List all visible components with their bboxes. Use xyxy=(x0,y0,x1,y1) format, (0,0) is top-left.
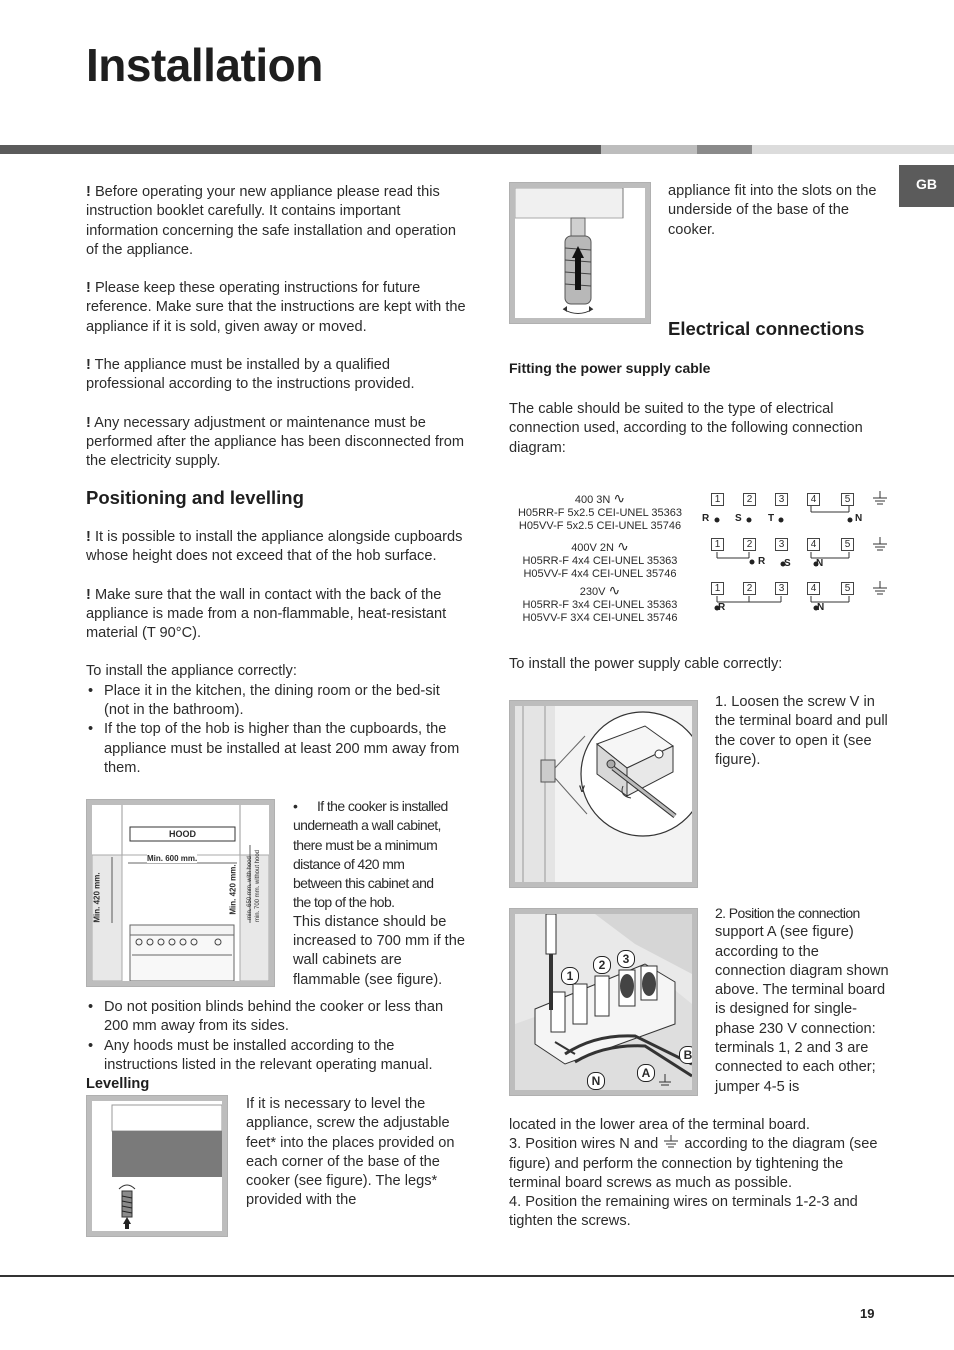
page-number: 19 xyxy=(860,1306,875,1321)
row2-terminal-2: 2 xyxy=(743,538,756,551)
row3-cable-2: H05VV-F 3X4 CEI-UNEL 35746 xyxy=(522,612,678,624)
cable-install-intro: To install the power supply cable correctly: xyxy=(509,656,783,672)
positioning-notes xyxy=(86,528,464,778)
hood-label: HOOD xyxy=(169,829,196,839)
callout-3: 3 xyxy=(617,950,635,968)
levelling-text: If it is necessary to level the appliance, screw the adjustable feet* into the places provided on each corner of the base of the cooker (see figure). The legs* provided with the xyxy=(246,1096,455,1209)
levelling-continued: appliance fit into the slots on the underside of the base of the cooker. xyxy=(668,183,877,238)
steps-3-4 xyxy=(509,1116,894,1232)
row1-cable-2: H05VV-F 5x2.5 CEI-UNEL 35746 xyxy=(518,520,682,532)
row1-terminal-3: 3 xyxy=(775,493,788,506)
connection-diagram xyxy=(505,488,895,628)
hoods-bullet: • Any hoods must be installed according to the instructions listed in the relevant operating manual. xyxy=(86,1037,466,1076)
row2-terminal-5: 5 xyxy=(841,538,854,551)
header-bar-light-2 xyxy=(752,145,954,154)
intro-note-2: ! Please keep these operating instructions for future reference. Make sure that the instructions are kept with the appliance if it is sold, given away or moved. xyxy=(86,280,466,335)
page-title: Installation xyxy=(86,39,323,91)
intro-notes xyxy=(86,183,466,472)
row1-cable-1: H05RR-F 5x2.5 CEI-UNEL 35363 xyxy=(517,507,683,519)
cabinet-line-1: • If the cooker is installed xyxy=(293,798,448,814)
install-intro: To install the appliance correctly: xyxy=(86,663,297,680)
install-bullet-2: • If the top of the hob is higher than the cupboards, the appliance must be installed at least 200 mm away from them. xyxy=(86,720,464,778)
terminal-cover-figure xyxy=(509,700,698,888)
electrical-heading: Electrical connections xyxy=(668,318,865,339)
row1-terminal-4: 4 xyxy=(807,493,820,506)
step-2-text xyxy=(715,904,893,1097)
callout-n: N xyxy=(587,1072,605,1090)
cabinet-continued: This distance should be increased to 700 mm if the wall cabinets are flammable (see figure). xyxy=(293,913,465,988)
row3-terminal-5: 5 xyxy=(841,582,854,595)
cabinet-line-5: between this cabinet and xyxy=(293,875,434,892)
intro-note-4: ! Any necessary adjustment or maintenance must be performed after the appliance has been disconnected from the electricity supply. xyxy=(86,414,465,470)
cabinet-line-6: the top of the hob. xyxy=(293,894,395,911)
callout-2: 2 xyxy=(593,956,611,974)
adjustable-foot-drawing xyxy=(515,188,645,318)
hood-clearance-figure xyxy=(86,799,275,987)
row2-letter-r: R xyxy=(758,556,766,567)
intro-note-3: ! The appliance must be installed by a qualified professional according to the instructions provided. xyxy=(86,357,415,393)
row3-terminal-3: 3 xyxy=(775,582,788,595)
with-hood-label: min. 650 mm. with hood xyxy=(246,856,253,920)
earth-icon xyxy=(662,1135,680,1149)
terminal-wiring xyxy=(505,488,895,628)
step-3-text: 3. Position wires N and according to the diagram (see figure) and perform the connection by tightening the terminal board screws as much as possible. xyxy=(509,1136,878,1191)
row3-terminal-2: 2 xyxy=(743,582,756,595)
cabinet-line-4: distance of 420 mm xyxy=(293,855,405,872)
step-2-tail: located in the lower area of the terminal board. xyxy=(509,1117,810,1133)
screw-v-label: V xyxy=(579,784,586,794)
install-bullet-1: • Place it in the kitchen, the dining room or the bed-sit (not in the bathroom). xyxy=(86,682,464,721)
adjustable-foot-figure xyxy=(509,182,651,324)
intro-note-1: ! Before operating your new appliance please read this instruction booklet carefully. It contains important information concerning the safe installation and operation of the appliance. xyxy=(86,184,456,258)
positioning-heading: Positioning and levelling xyxy=(86,487,304,508)
row2-terminal-4: 4 xyxy=(807,538,820,551)
row2-letter-n: N xyxy=(816,558,824,569)
row3-letter-n: N xyxy=(817,602,825,613)
levelling-figure xyxy=(86,1095,228,1237)
row3-cable-1: H05RR-F 3x4 CEI-UNEL 35363 xyxy=(522,599,678,611)
power-cable-subheading: Fitting the power supply cable xyxy=(509,360,711,376)
levelling-heading: Levelling xyxy=(86,1076,150,1092)
footer-rule xyxy=(0,1275,954,1277)
header-bar-dark xyxy=(0,145,601,154)
language-tab: GB xyxy=(899,165,954,207)
step-1-text: 1. Loosen the screw V in the terminal board and pull the cover to open it (see figure). xyxy=(715,694,888,768)
row1-letter-r: R xyxy=(702,513,710,524)
row2-terminal-3: 3 xyxy=(775,538,788,551)
blinds-bullet: • Do not position blinds behind the cooker or less than 200 mm away from its sides. xyxy=(86,998,466,1037)
cable-text: The cable should be suited to the type of electrical connection used, according to the following connection diagram: xyxy=(509,401,863,456)
row2-cable-1: H05RR-F 4x4 CEI-UNEL 35363 xyxy=(522,555,678,567)
row2-voltage: 400V 2N ∿ xyxy=(571,538,629,554)
terminal-connection-figure xyxy=(509,908,698,1096)
row2-letter-s: S xyxy=(784,558,791,569)
positioning-note-1: ! It is possible to install the appliance alongside cupboards whose height does not exceed that of the hob surface. xyxy=(86,529,463,565)
min-600-label: Min. 600 mm. xyxy=(147,854,198,863)
min-420-right-label: Min. 420 mm. xyxy=(228,864,238,915)
levelling-drawing xyxy=(92,1101,222,1231)
terminal-cover-drawing xyxy=(515,706,692,882)
row1-terminal-1: 1 xyxy=(711,493,724,506)
callout-a: A xyxy=(637,1064,655,1082)
step-2-first-line: 2. Position the connection xyxy=(715,905,860,921)
row1-letter-s: S xyxy=(735,513,742,524)
callout-1: 1 xyxy=(561,967,579,985)
row1-letter-n: N xyxy=(855,513,863,524)
row3-terminal-4: 4 xyxy=(807,582,820,595)
row3-voltage: 230V ∿ xyxy=(579,582,621,598)
terminal-connection-drawing xyxy=(515,914,692,1090)
row3-terminal-1: 1 xyxy=(711,582,724,595)
row1-terminal-2: 2 xyxy=(743,493,756,506)
cabinet-line-3: there must be a minimum xyxy=(293,836,438,853)
row1-voltage: 400 3N ∿ xyxy=(574,490,626,506)
positioning-bullets-2 xyxy=(86,998,466,1075)
header-bar-light-1 xyxy=(601,145,697,154)
cabinet-note xyxy=(293,797,468,990)
step-4-text: 4. Position the remaining wires on terminals 1-2-3 and tighten the screws. xyxy=(509,1194,858,1230)
without-hood-label: min. 700 mm. without hood xyxy=(255,849,262,923)
row2-cable-2: H05VV-F 4x4 CEI-UNEL 35746 xyxy=(523,568,677,580)
step-2-rest: support A (see figure) according to the connection diagram shown above. The terminal board is designed for single-phase 230 V connection: terminals 1, 2 and 3 are connected to each other; jumper 4-5 is xyxy=(715,924,889,1095)
positioning-note-2: ! Make sure that the wall in contact with the back of the appliance is made from a non-flammable, heat-resistant material (T 90°C). xyxy=(86,586,447,642)
callout-b: B xyxy=(679,1046,692,1064)
header-bar-mid xyxy=(697,145,752,154)
row2-terminal-1: 1 xyxy=(711,538,724,551)
row3-letter-r: R xyxy=(718,602,726,613)
row1-terminal-5: 5 xyxy=(841,493,854,506)
cabinet-line-2: underneath a wall cabinet, xyxy=(293,817,441,834)
min-420-left-label: Min. 420 mm. xyxy=(92,872,102,923)
row1-letter-t: T xyxy=(768,513,775,524)
install-bullets xyxy=(86,682,464,778)
